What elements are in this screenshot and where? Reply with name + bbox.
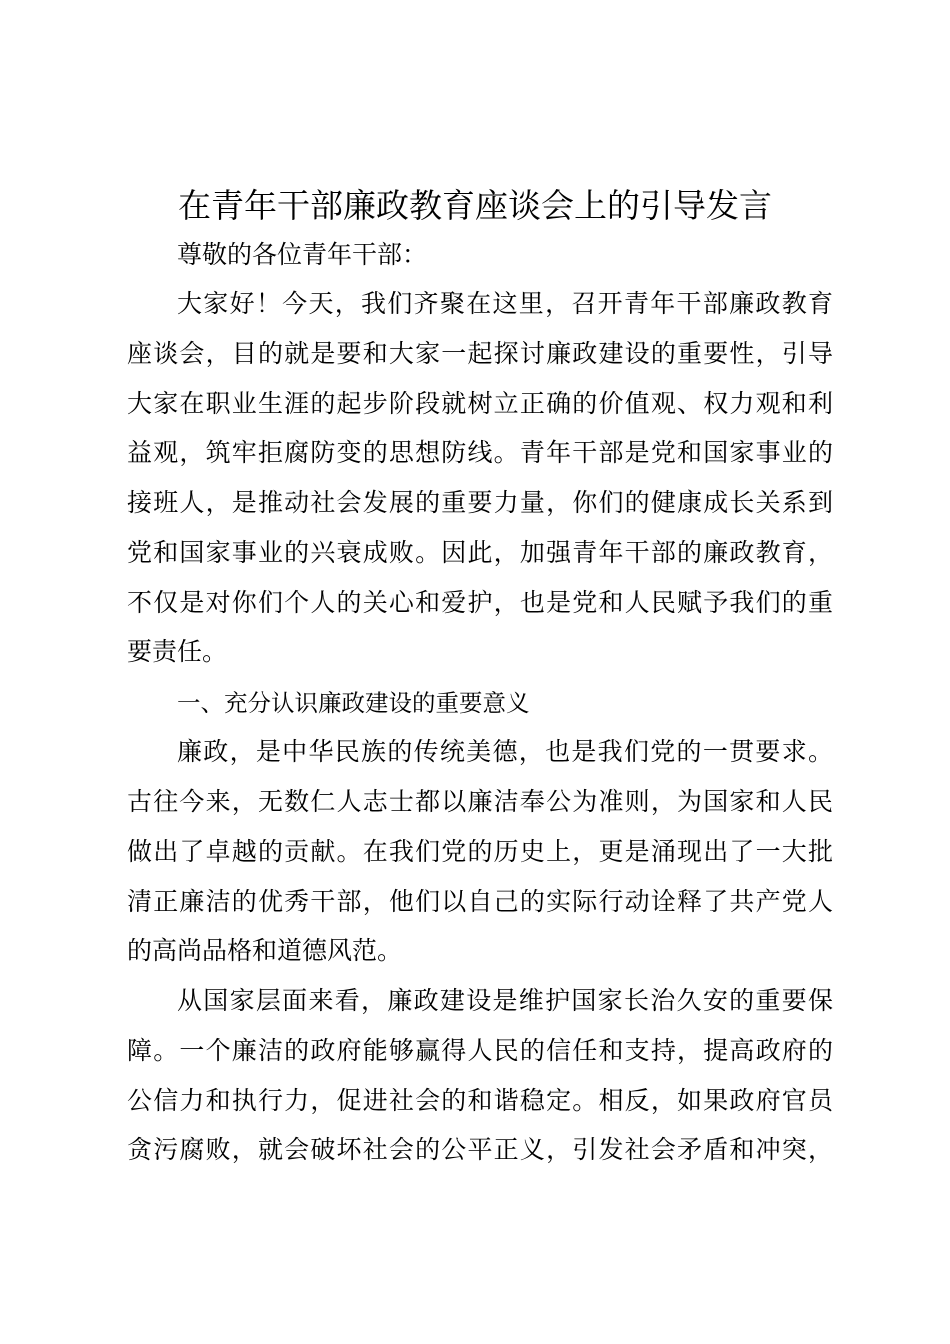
paragraph-line: 从国家层面来看，廉政建设是维护国家长治久安的重要保	[177, 986, 833, 1015]
paragraph-line: 益观，筑牢拒腐防变的思想防线。青年干部是党和国家事业的	[127, 438, 833, 467]
paragraph-line: 座谈会，目的就是要和大家一起探讨廉政建设的重要性，引导	[127, 339, 833, 368]
paragraph-line: 贪污腐败，就会破坏社会的公平正义，引发社会矛盾和冲突，	[127, 1135, 833, 1164]
paragraph-line: 接班人，是推动社会发展的重要力量，你们的健康成长关系到	[127, 488, 833, 517]
paragraph-line: 做出了卓越的贡献。在我们党的历史上，更是涌现出了一大批	[127, 837, 833, 866]
paragraph-line: 的高尚品格和道德风范。	[127, 936, 403, 965]
paragraph-line: 古往今来，无数仁人志士都以廉洁奉公为准则，为国家和人民	[127, 787, 833, 816]
paragraph-line: 障。一个廉洁的政府能够赢得人民的信任和支持，提高政府的	[127, 1036, 833, 1065]
paragraph-line: 公信力和执行力，促进社会的和谐稳定。相反，如果政府官员	[127, 1086, 833, 1115]
paragraph-line: 大家在职业生涯的起步阶段就树立正确的价值观、权力观和利	[127, 389, 833, 418]
section-heading: 一、充分认识廉政建设的重要意义	[177, 689, 530, 717]
salutation: 尊敬的各位青年干部：	[177, 240, 428, 269]
document-title: 在青年干部廉政教育座谈会上的引导发言	[178, 186, 772, 225]
paragraph-line: 廉政，是中华民族的传统美德，也是我们党的一贯要求。	[177, 737, 833, 766]
paragraph-line: 清正廉洁的优秀干部，他们以自己的实际行动诠释了共产党人	[127, 887, 833, 916]
paragraph-line: 不仅是对你们个人的关心和爱护，也是党和人民赋予我们的重	[127, 588, 833, 617]
paragraph-line: 要责任。	[127, 637, 228, 666]
paragraph-line: 大家好！今天，我们齐聚在这里，召开青年干部廉政教育	[177, 289, 833, 318]
paragraph-line: 党和国家事业的兴衰成败。因此，加强青年干部的廉政教育，	[127, 538, 833, 567]
